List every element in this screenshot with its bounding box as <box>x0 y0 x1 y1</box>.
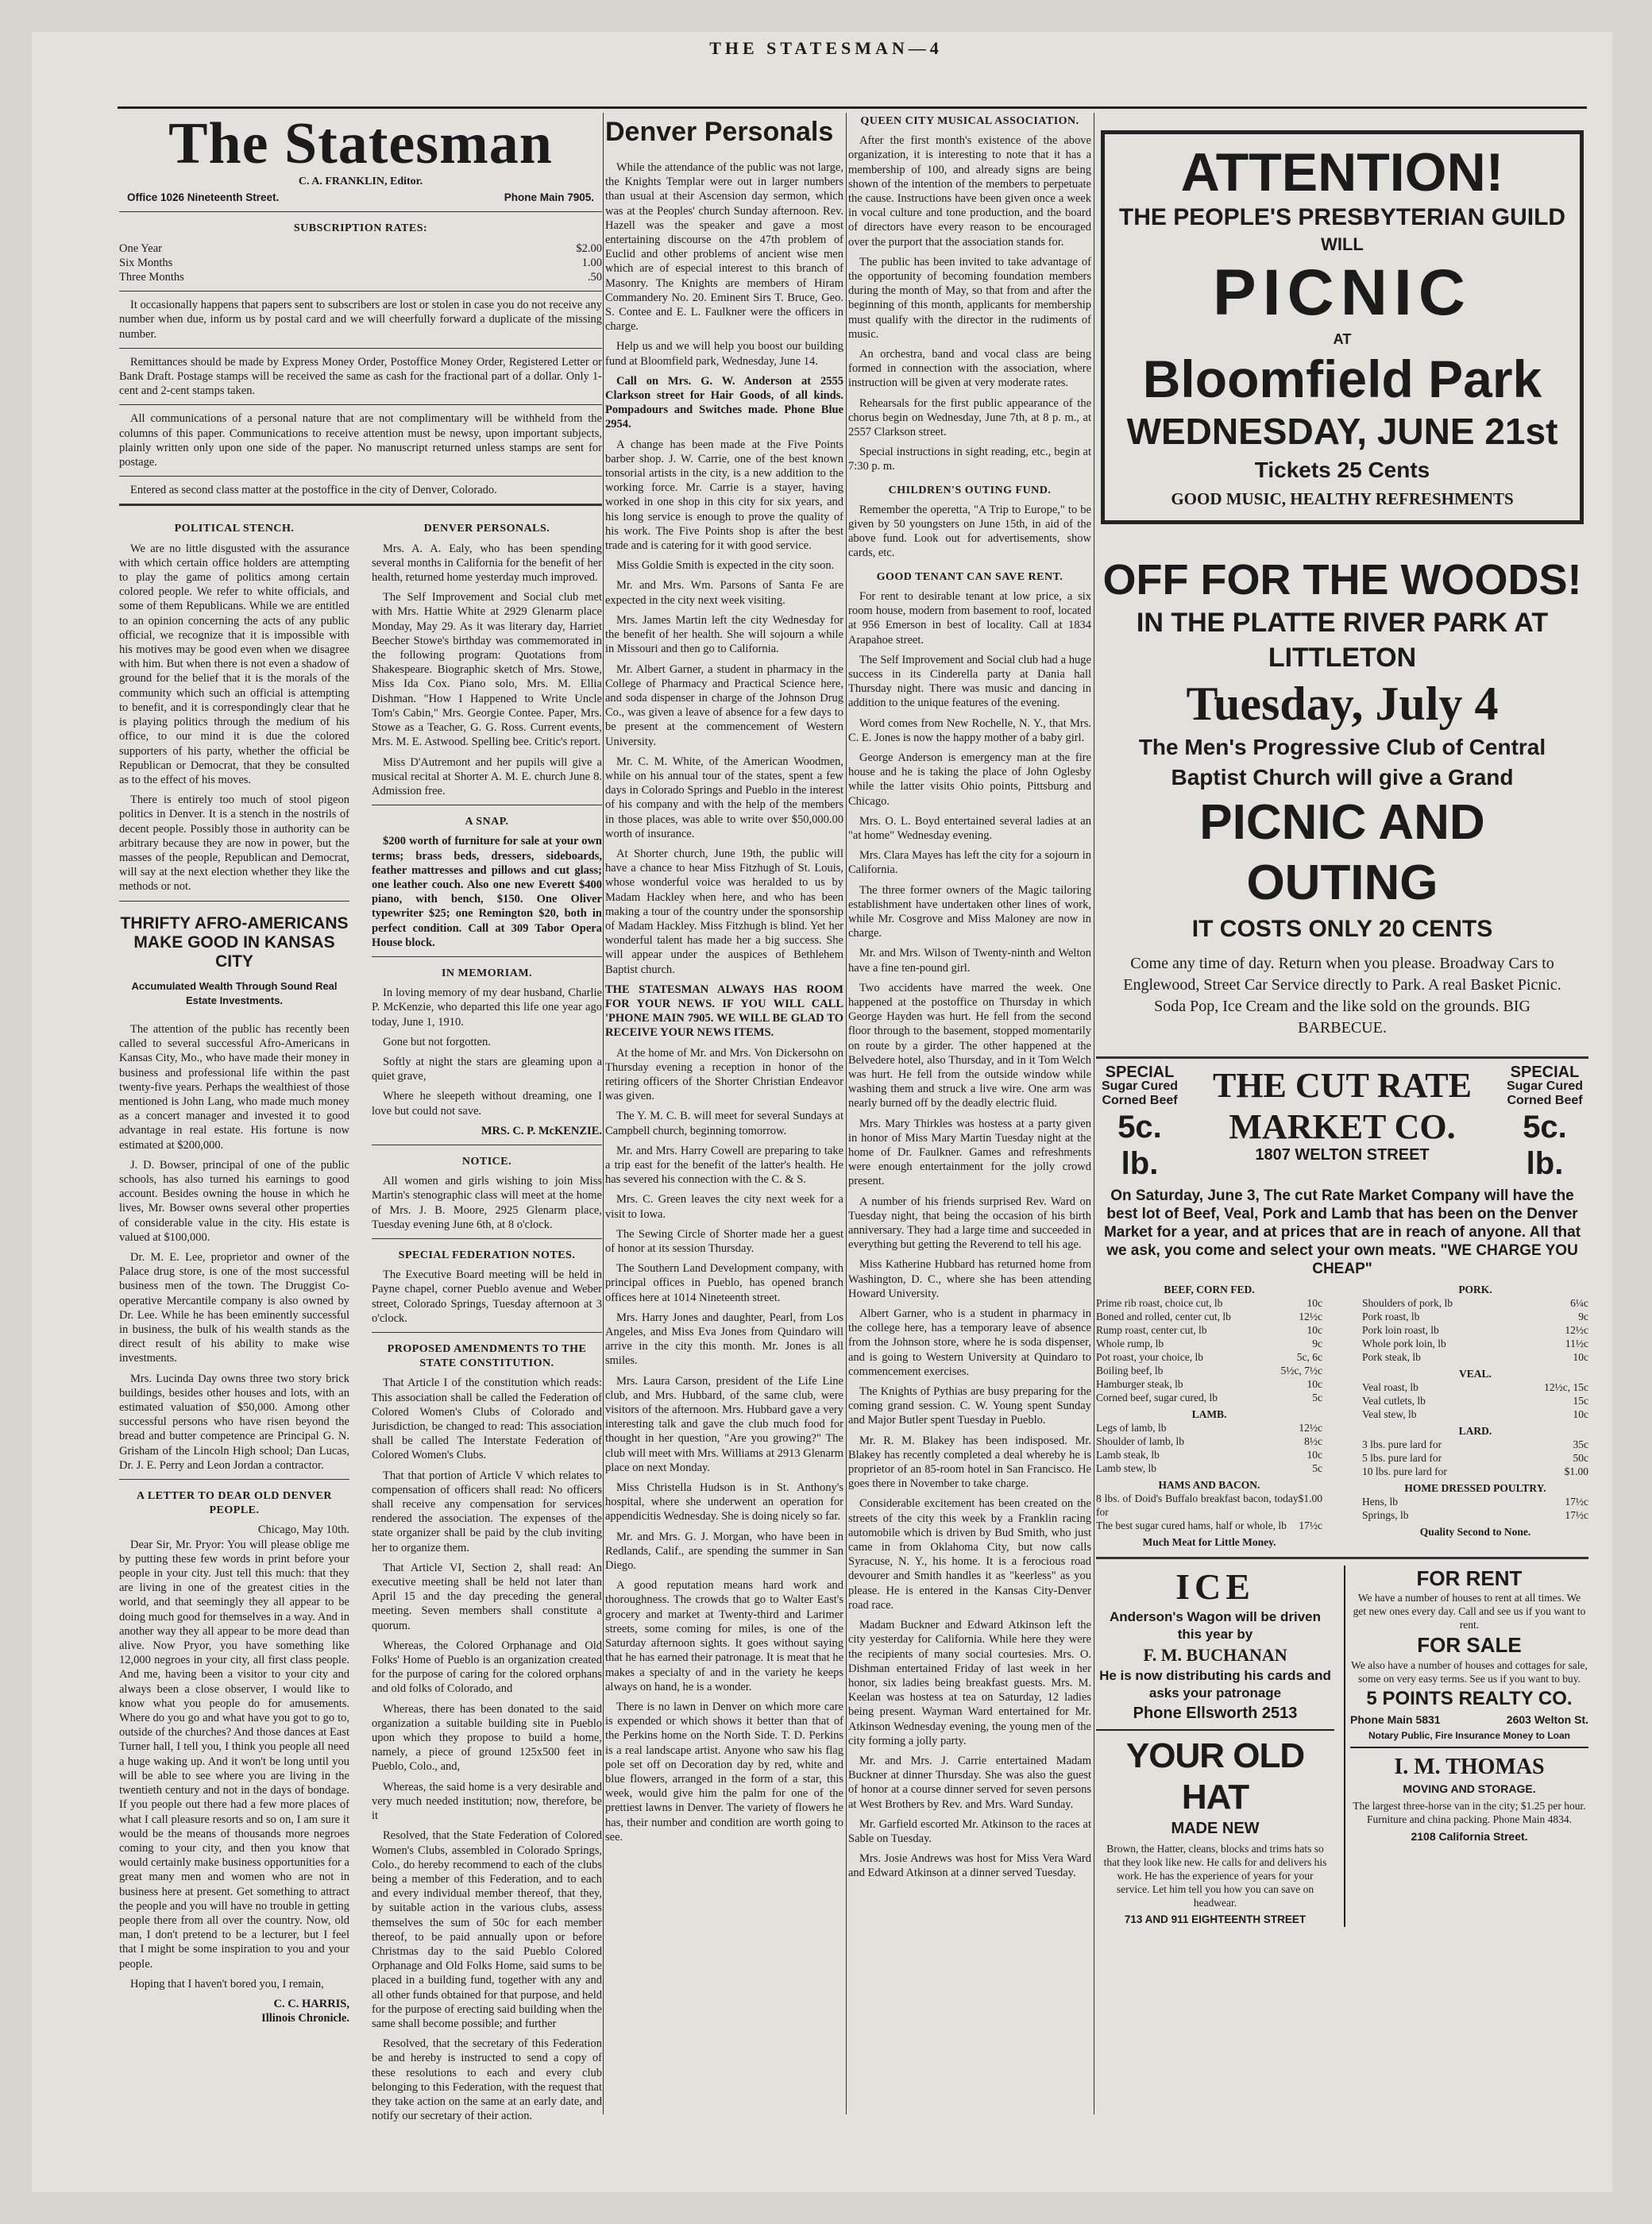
article-paragraph: Miss Christella Hudson is in St. Anthony's hospital, where she underwent an operation for appendicitis Wednesday. She is doing nicely so far. <box>605 1481 843 1523</box>
article-paragraph: George Anderson is emergency man at the fire house and he is taking the place of John Oglesby while the latter visits Ohio points, Pittsburg and Chicago. <box>848 751 1091 808</box>
memoriam-heading: IN MEMORIAM. <box>441 967 533 979</box>
price-row: 5 lbs. pure lard for 50c <box>1362 1451 1588 1464</box>
article-paragraph: Mrs. Laura Carson, president of the Life Line club, and Mrs. Hubbard, of the same club, were visitors of the afternoon. Mrs. Hubbard gave a very interesting talk and gave the club much food for thought in her question, "Are you growing?" The club will meet with Mrs. Williams at 2913 Glenarm place on next Monday. <box>605 1374 843 1474</box>
snap-text: $200 worth of furniture for sale at your own terms; brass beds, dressers, sideboards, feather mattresses and pillows and cut glass; one leather couch. Also one new Everett $400 piano, with bench, $150. One Oliver typewriter $25; one Remington $20, both in perfect condition. Call at 309 Tabor Opera House block. <box>372 835 602 949</box>
article-paragraph: Mr. Garfield escorted Mr. Atkinson to the races at Sable on Tuesday. <box>848 1817 1091 1845</box>
article-paragraph: Mrs. A. A. Ealy, who has been spending several months in California for the benefit of her health, returned home yesterday much improved. <box>372 542 602 585</box>
article-paragraph: Word comes from New Rochelle, N. Y., that Mrs. C. E. Jones is now the happy mother of a baby girl. <box>848 716 1091 744</box>
price-row: 8 lbs. of Doid's Buffalo breakfast bacon, today for $1.00 <box>1096 1492 1322 1518</box>
two-subcolumns <box>119 512 602 2129</box>
article-paragraph: Madam Buckner and Edward Atkinson left the city yesterday for California. While here they were the recipients of many social courtesies. Mrs. O. Dishman entertained Friday of last week in her honor, six ladies being breakfast guests. Mrs. M. Keelan was hostess at tea on Saturday, 12 ladies being present. Wayman Ward entertained for Mr. Atkinson Wednesday evening, the young men of the city forming a jolly party. <box>848 1619 1091 1747</box>
price-row: Prime rib roast, choice cut, lb 10c <box>1096 1296 1322 1309</box>
article-paragraph: Mrs. O. L. Boyd entertained several ladies at an "at home" Wednesday evening. <box>848 814 1091 842</box>
market-special-right: SPECIAL Sugar Cured Corned Beef 5c. lb. <box>1506 1064 1583 1181</box>
article-paragraph: Rehearsals for the first public appearance of the chorus begin on Wednesday, June 7th, at 8 p. m., at 2557 Clarkson street. <box>848 396 1091 439</box>
article-paragraph: Dr. M. E. Lee, proprietor and owner of the Palace drug store, is one of the most successful business men of the town. The Druggist Co-operative Mercantile company is also owned by Dr. Lee. While he has been eminently successful in business, the bulk of his wealth stands as the direct result of his ability to make wise investments. <box>119 1250 349 1365</box>
article-paragraph: At the home of Mr. and Mrs. Von Dickersohn on Thursday evening a reception in honor of the retiring officers of the Shorter Christian Endeavor was given. <box>605 1046 843 1103</box>
article-paragraph: Mr. Albert Garner, a student in pharmacy in the College of Pharmacy and Practical Science here, and soda dispenser in charge of the Johnson Drug Co., was given a leave of absence for a few days to be present at the commencement of Western University. <box>605 662 843 748</box>
ice-line1: Anderson's Wagon will be driven this year by <box>1110 1608 1321 1642</box>
ice-phone: Phone Ellsworth 2513 <box>1133 1704 1298 1722</box>
thrifty-heading: THRIFTY AFRO-AMERICANS MAKE GOOD IN KANSAS CITY <box>120 913 349 971</box>
price-row: Rump roast, center cut, lb 10c <box>1096 1323 1322 1336</box>
article-paragraph: That that portion of Article V which relates to compensation of officers shall read: No officers shall receive any compensation for services rendered the association. The expenses of the state organizer shall be paid by the club inviting her to organize them. <box>372 1469 602 1554</box>
article-paragraph: Mrs. Lucinda Day owns three two story brick buildings, besides other houses and lots, with an estimated valuation of $50,000. Among other successful persons who have risen beyond the bread and butter competence are Principal G. N. Grisham of the Lincoln High school; Dan Lucas, Dr. J. E. Perry and Leon Jordan a contractor. <box>119 1372 349 1472</box>
price-row: Pot roast, your choice, lb 5c, 6c <box>1096 1350 1322 1363</box>
article-paragraph: For rent to desirable tenant at low price, a six room house, modern from basement to roof, located at 956 Emerson in best of locality. Call at 1834 Arapahoe street. <box>848 589 1091 647</box>
article-paragraph: Considerable excitement has been created on the streets of the city this week by a Franklin racing automobile which is driven by Bud Smith, who just came in from Oklahoma City, but now calls Syracuse, N. Y., his home. It is a ferocious road devourer and Smith handles it as "keerless" as you please. He is entered in the Kansas City-Denver road race. <box>848 1497 1091 1612</box>
rule <box>119 476 602 477</box>
woods-ad-park: IN THE PLATTE RIVER PARK AT LITTLETON <box>1136 608 1549 673</box>
notice-text: All women and girls wishing to join Miss Martin's stenographic class will meet at the home of Mrs. J. B. Moore, 2925 Glenarm place, Tuesday evening June 6th, at 8 o'clock. <box>372 1175 602 1231</box>
article-paragraph: The Self Improvement and Social club met with Mrs. Hattie White at 2929 Glenarm place Monday, May 29. As it was literary day, Harriet Beecher Stowe's birthday was commemorated in the following program: Quotations from Shakespeare. Biographic sketch of Mrs. Stowe, Miss Ida Cox. Piano solo, Mrs. M. Ellia Dishman. "How I Happened to Write Uncle Tom's Cabin," Mrs. Georgie Contee. Paper, Mrs. Stowe as a Teacher, G. G. Ross. Current events, Mrs. M. E. Astwood. Spelling bee. Critic's report. <box>372 591 602 749</box>
subcolumn-left <box>119 512 349 2129</box>
woods-ad <box>1101 554 1584 1039</box>
article-paragraph: The Y. M. C. B. will meet for several Sundays at Campbell church, beginning tomorrow. <box>605 1110 843 1137</box>
article-paragraph: Mr. R. M. Blakey has been indisposed. Mr. Blakey has recently completed a deal whereby he is proprietor of an 85-room hotel in San Francisco. He goes there in November to take charge. <box>848 1434 1091 1491</box>
hat-subtitle: MADE NEW <box>1171 1819 1260 1837</box>
price-row: Veal cutlets, lb 15c <box>1362 1394 1588 1407</box>
outing-fund-heading: CHILDREN'S OUTING FUND. <box>888 484 1052 496</box>
rule <box>372 956 602 957</box>
political-stench-heading: POLITICAL STENCH. <box>174 523 295 535</box>
article-paragraph: Mrs. Josie Andrews was host for Miss Vera Ward and Edward Atkinson at a dinner served Tuesday. <box>848 1852 1091 1880</box>
memoriam-signature: MRS. C. P. McKENZIE. <box>481 1124 602 1137</box>
article-paragraph: There is no lawn in Denver on which more care is expended or which shows it better than that of the Perkins home on the North Side. T. D. Perkins is a real landscape artist. Anyone who saw his flag pole set off on Decoration day by red, white and blue flowers, arranged in the form of a star, this week, would give him the palm for one of the prettiest lawns in Denver. The variety of flowers he has, their number and condition are worth going to see. <box>605 1700 843 1844</box>
thrifty-subheading: Accumulated Wealth Through Sound Real Estate Investments. <box>131 979 338 1006</box>
memoriam-line: Gone but not forgotten. <box>383 1035 491 1048</box>
article-paragraph: Mrs. Harry Jones and daughter, Pearl, from Los Angeles, and Miss Eva Jones from Quindaro will arrive in the city this month. Mr. Jones is all smiles. <box>605 1311 843 1368</box>
price-row: Corned beef, sugar cured, lb 5c <box>1096 1391 1322 1404</box>
rule <box>372 1332 602 1333</box>
article-paragraph: While the attendance of the public was not large, the Knights Templar were out in larger numbers than usual at their Ascension day sermon, which was at the Peoples' church Sunday afternoon. Rev. Hazell was the speaker and gave a most entertaining discourse on the 47th problem of Euclid and other problems of ancient wise men which are of especial interest to this branch of Masonry. The Knights are members of Hiram Commandery No. 20. Eminent Sirs T. Bruce, Geo. S. Contee and E. L. Faulkner were the officers in charge. <box>605 161 843 334</box>
memoriam-line: In loving memory of my dear husband, Charlie P. McKenzie, who departed this life one year ago today, June 1, 1910. <box>372 987 602 1029</box>
article-paragraph: That Article I of the constitution which reads: This association shall be called the Federation of Colored Women's Clubs of Colorado and Jurisdiction, be changed to read: This association shall be called The Interstate Federation of Colored Women's Clubs. <box>372 1376 602 1462</box>
picnic-ad-tickets: Tickets 25 Cents <box>1254 458 1430 482</box>
notice-paragraph: Remittances should be made by Express Money Order, Postoffice Money Order, Registered Letter or Bank Draft. Postage stamps will be received the same as cash for the fractional part of a dollar. Only 1-cent and 2-cent stamps taken. <box>119 355 602 398</box>
letter-heading: A LETTER TO DEAR OLD DENVER PEOPLE. <box>137 1490 332 1517</box>
article-paragraph: The attention of the public has recently been called to several successful Afro-Americans in Kansas City, Mo., who have made their money in business and professional life within the past twenty-five years. Perhaps the wealthiest of those mentioned is John Lang, who made much money as a concert manager and invested it to good advantage in real estate. His fortune is now estimated at $200,000. <box>119 1022 349 1152</box>
letter-signature: C. C. HARRIS, <box>273 1997 349 2010</box>
article-paragraph: A change has been made at the Five Points barber shop. J. W. Carrie, one of the best known tonsorial artists in the city, is a new addition to the working force. Mr. Carrie is a stayer, having worked in one shop in this city for six years, and his long service is enough to prove the quality of his work. The Five Points shop is after the best trade and is catering for it with good service. <box>605 438 843 553</box>
price-row: Springs, lb 17½c <box>1362 1508 1588 1521</box>
price-row: Veal roast, lb 12½c, 15c <box>1362 1380 1588 1393</box>
woods-ad-club: The Men's Progressive Club of Central Baptist Church will give a Grand <box>1138 735 1546 790</box>
article-paragraph: We are no little disgusted with the assurance with which certain office holders are attempting to play the game of politics among certain colored people. We refer to white officials, and some of them Republicans. While we are entitled to an opinion concerning the acts of any public official, we recognize that it is impossible with his motives may be good even when we disagree with him. But when there is not even a shadow of ground for the belief that it is the morals of the community which such an official is attempting to benefit, and it is correspondingly clear that he is playing politics through the medium of his office, to our mind it is due the colored supporters of his party, whether the official be Republican or Democrat, that they be consulted as to the effect of his moves. <box>119 542 349 786</box>
article-paragraph: A good reputation means hard work and thoroughness. The crowds that go to Walter East's grocery and market at Twenty-third and Larimer streets, some coming for miles, is one of the Saturday afternoon sights. It goes without saying that he has earned their patronage. It is meat that he makes a specialty of and in the variety he keeps always on hand, he is a wonder. <box>605 1579 843 1693</box>
article-paragraph: The Self Improvement and Social club had a huge success in its Cinderella party at Dania hall Thursday night. There was music and dancing in addition to the unique features of the evening. <box>848 653 1091 710</box>
column-rule <box>603 113 604 2114</box>
article-paragraph: Whereas, the said home is a very desirable and very much needed institution; now, therefore, be it <box>372 1780 602 1823</box>
ice-name: F. M. BUCHANAN <box>1143 1644 1287 1665</box>
price-row: Pork steak, lb 10c <box>1362 1350 1588 1363</box>
hat-title: YOUR OLD HAT <box>1125 1736 1305 1817</box>
market-pitch: On Saturday, June 3, The cut Rate Market Company will have the best lot of Beef, Veal, Pork and Lamb that has been on the Denver Market for a year, and at prices that are in reach of anyone. All that we ask, you come and select your own meats. "WE CHARGE YOU CHEAP" <box>1103 1187 1581 1277</box>
rate-row: Three Months .50 <box>119 271 602 284</box>
federation-text: The Executive Board meeting will be held in Payne chapel, corner Pueblo avenue and Weber street, Colorado Springs, Tuesday afternoon at 3 o'clock. <box>372 1268 602 1325</box>
rent-text: We have a number of houses to rent at all times. We get new ones every day. Call and see us if you want to rent. <box>1353 1591 1586 1631</box>
article-paragraph: Call on Mrs. G. W. Anderson at 2555 Clarkson street for Hair Goods, of all kinds. Pompadours and Switches made. Phone Blue 2954. <box>605 374 843 431</box>
article-paragraph: Special instructions in sight reading, etc., begin at 7:30 p. m. <box>848 446 1091 473</box>
article-paragraph: J. D. Bowser, principal of one of the public schools, has also turned his earnings to good account. Besides owning the house in which he lives, Mr. Bowser owns several other properties of considerable value in the city. His estate is valued at $100,000. <box>119 1158 349 1244</box>
rate-row: Six Months 1.00 <box>119 256 602 269</box>
market-ad-header <box>1096 1065 1588 1182</box>
realty-extra: Notary Public, Fire Insurance Money to Loan <box>1368 1729 1571 1741</box>
rule <box>119 901 349 902</box>
realty-and-thomas-ads <box>1344 1566 1588 1927</box>
market-left-list: BEEF, CORN FED. Prime rib roast, choice cut, lb 10c Boned and rolled, center cut, lb 12½c Rump roast, center cut, lb 10c Whole rump, lb 9c Pot roast, your choice, lb 5c, 6c Boiling beef, lb 5½c, 7½c Hamburger steak, lb 10c Corned beef, sugar cured, lb 5c LAMB. Legs of lamb, lb 12½c Shoulder of lamb, lb 8½c Lamb steak, lb 10c Lamb stew, lb 5c HAMS AND BACON. 8 lbs. of Doid's Buffalo breakfast bacon, today for $1.00 The best sugar cured hams, half or whole, lb 17½c Much Meat for Little Money. <box>1096 1283 1322 1548</box>
price-row: Hamburger steak, lb 10c <box>1096 1377 1322 1390</box>
article-paragraph: Albert Garner, who is a student in pharmacy in the college here, has a temporary leave of absence from the Johnson store, where he is soda dispenser, and is going to Western University at Quindaro to commencement exercises. <box>848 1307 1091 1378</box>
snap-heading: A SNAP. <box>465 816 509 828</box>
article-paragraph: Mr. and Mrs. Wilson of Twenty-ninth and Welton have a fine ten-pound girl. <box>848 947 1091 975</box>
federation-heading: SPECIAL FEDERATION NOTES. <box>398 1249 576 1261</box>
market-name-block <box>1183 1065 1501 1162</box>
thomas-address: 2108 California Street. <box>1411 1830 1528 1844</box>
article-paragraph: The Sewing Circle of Shorter made her a guest of honor at its session Thursday. <box>605 1227 843 1256</box>
price-row: Lamb steak, lb 10c <box>1096 1448 1322 1461</box>
sale-title: FOR SALE <box>1417 1632 1522 1657</box>
memoriam-line: Where he sleepeth without dreaming, one I love but could not save. <box>372 1090 602 1118</box>
queen-city-column <box>848 113 1091 2114</box>
denver-personals-small-heading: DENVER PERSONALS. <box>423 523 550 535</box>
masthead-office-line <box>127 191 594 205</box>
picnic-ad <box>1101 130 1584 524</box>
rule <box>1096 1557 1588 1559</box>
price-row: Shoulders of pork, lb 6¼c <box>1362 1296 1588 1309</box>
realty-address: 2603 Welton St. <box>1506 1712 1588 1726</box>
article-paragraph: Miss Goldie Smith is expected in the city soon. <box>616 559 835 573</box>
article-paragraph: Resolved, that the State Federation of Colored Women's Clubs, assembled in Colorado Springs, Colo., do hereby recommend to each of the clubs being a member of this Federation, and to each and every individual member thereof, that they, by suitable action in the various clubs, assess themselves the sum of 50c for each member thereof, to be paid annually upon or before Christmas day to the said Pueblo Colored Orphanage and Old Folks Home, said sums to be placed in a building fund, together with any and all other funds obtained for that purpose, and held for the purpose of erecting said building when the same shall become possible; and further <box>372 1829 602 2030</box>
tenant-heading: GOOD TENANT CAN SAVE RENT. <box>876 570 1063 583</box>
market-right-list: PORK. Shoulders of pork, lb 6¼c Pork roast, lb 9c Pork loin roast, lb 12½c Whole pork loin, lb 11½c Pork steak, lb 10c VEAL. Veal roast, lb 12½c, 15c Veal cutlets, lb 15c Veal stew, lb 10c LARD. 3 lbs. pure lard for 35c 5 lbs. pure lard for 50c 10 lbs. pure lard for $1.00 HOME DRESSED POULTRY. Hens, lb 17½c Springs, lb 17½c Quality Second to None. <box>1362 1283 1588 1538</box>
price-row: Hens, lb 17½c <box>1362 1495 1588 1508</box>
ads-column <box>1096 113 1588 2114</box>
article-paragraph: Mr. and Mrs. Harry Cowell are preparing to take a trip east for the benefit of the latter's health. He has severed his connection with the C. & S. <box>605 1144 843 1187</box>
notice-paragraph: It occasionally happens that papers sent to subscribers are lost or stolen in case you do not receive any number when due, inform us by postal card and we will cheerfully forward a duplicate of the missing number. <box>119 299 602 341</box>
memoriam-line: Softly at night the stars are gleaming upon a quiet grave, <box>372 1055 602 1083</box>
notice-paragraph: All communications of a personal nature that are not complimentary will be withheld from the columns of this paper. Communications to receive attention must be newsy, upon important subjects, plainly written only upon one side of the paper. No manuscript returned unless stamps are sent for postage. <box>119 412 602 469</box>
article-paragraph: That Article VI, Section 2, shall read: An executive meeting shall be held not later than April 15 and the day preceding the general meeting. Seven members shall constitute a quorum. <box>372 1561 602 1632</box>
letter-dateline: Chicago, May 10th. <box>257 1523 349 1537</box>
market-price-lists <box>1096 1283 1588 1549</box>
article-paragraph: Mr. and Mrs. Wm. Parsons of Santa Fe are expected in the city next week visiting. <box>605 579 843 607</box>
left-section <box>119 111 602 2123</box>
picnic-ad-at: AT <box>1333 331 1352 347</box>
price-row: Shoulder of lamb, lb 8½c <box>1096 1434 1322 1447</box>
woods-ad-date: Tuesday, July 4 <box>1186 678 1499 730</box>
article-paragraph: The Southern Land Development company, with principal offices in Pueblo, has opened branch offices here at 1014 Nineteenth street. <box>605 1262 843 1304</box>
woods-ad-outing: PICNIC AND OUTING <box>1199 795 1485 910</box>
price-row: Boiling beef, lb 5½c, 7½c <box>1096 1364 1322 1376</box>
sale-text: We also have a number of houses and cottages for sale, some on very easy terms. See us if you want to buy. <box>1351 1658 1588 1685</box>
rate-row: One Year $2.00 <box>119 241 602 255</box>
article-paragraph: The three former owners of the Magic tailoring establishment have undertaken other lines of work, while Mr. Cosgrove and Miss Maloney are now in charge. <box>848 883 1091 940</box>
queen-city-heading: QUEEN CITY MUSICAL ASSOCIATION. <box>860 115 1079 127</box>
subscription-heading: SUBSCRIPTION RATES: <box>293 222 428 235</box>
price-row: Boned and rolled, center cut, lb 12½c <box>1096 1310 1322 1322</box>
article-paragraph: Miss Katherine Hubbard has returned home from Washington, D. C., where she has been attending Howard University. <box>848 1258 1091 1300</box>
article-paragraph: The public has been invited to take advantage of the opportunity of becoming foundation members during the month of May, so that from and after the beginning of this month, applicants for membership must qualify with the director in the rudiments of music. <box>848 255 1091 341</box>
market-address: 1807 WELTON STREET <box>1255 1146 1430 1164</box>
article-paragraph: Mrs. Clara Mayes has left the city for a sojourn in California. <box>848 849 1091 877</box>
ice-title: ICE <box>1175 1566 1255 1607</box>
market-name: THE CUT RATE MARKET CO. <box>1212 1066 1472 1146</box>
ice-and-hat-ads <box>1096 1566 1334 1927</box>
article-paragraph: Whereas, the Colored Orphanage and Old Folks' Home of Pueblo is an organization created for the purpose of caring for the colored orphans and old folks of Colorado, and <box>372 1639 602 1696</box>
hat-text: Brown, the Hatter, cleans, blocks and trims hats so that they look like new. He calls for and delivers his work. He has the experience of years for your service. Let him tell you how you can save on headwear. <box>1103 1842 1327 1909</box>
rule <box>119 211 602 212</box>
rule <box>1096 1056 1588 1059</box>
article-paragraph: Mr. C. M. White, of the American Woodmen, while on his annual tour of the states, spent a few days in Colorado Springs and Pueblo in the interest of his company and with the help of the members in those places, was able to write over $50,000.00 worth of insurance. <box>605 755 843 840</box>
woods-ad-details: Come any time of day. Return when you please. Broadway Cars to Englewood, Street Car Service directly to Park. A real Basket Picnic. Soda Pop, Ice Cream and the like sold on the grounds. BIG BARBECUE. <box>1123 955 1561 1037</box>
denver-personals-column <box>605 113 843 2114</box>
thomas-text: The largest three-horse van in the city; $1.25 per hour. Furniture and china packing. Phone Main 4834. <box>1353 1800 1586 1826</box>
thomas-service: MOVING AND STORAGE. <box>1403 1782 1536 1795</box>
statesman-news-notice: THE STATESMAN ALWAYS HAS ROOM FOR YOUR NEWS. IF YOU WILL CALL 'PHONE MAIN 7905. WE WILL BE GLAD TO RECEIVE YOUR NEWS ITEMS. <box>605 983 843 1040</box>
picnic-ad-date: WEDNESDAY, JUNE 21st <box>1126 411 1558 452</box>
market-special-left: SPECIAL Sugar Cured Corned Beef 5c. lb. <box>1101 1064 1178 1181</box>
price-row: 3 lbs. pure lard for 35c <box>1362 1438 1588 1450</box>
price-row: 10 lbs. pure lard for $1.00 <box>1362 1465 1588 1477</box>
subscription-rates <box>119 241 602 285</box>
article-paragraph: The Knights of Pythias are busy preparing for the coming grand session. C. W. Young spent Sunday and Major Butler spent Tuesday in Pueblo. <box>848 1385 1091 1427</box>
top-rule <box>118 106 1587 109</box>
price-row: Veal stew, lb 10c <box>1362 1407 1588 1420</box>
rent-title: FOR RENT <box>1416 1566 1523 1590</box>
rule <box>119 504 602 506</box>
article-paragraph: An orchestra, band and vocal class are being formed in connection with the association, where instruction will be given at very moderate rates. <box>848 348 1091 390</box>
running-head: THE STATESMAN—4 <box>709 38 943 58</box>
article-paragraph: Mrs. Mary Thirkles was hostess at a party given in honor of Miss Mary Martin Tuesday night at the home of Dr. Faulkner. Games and refreshments were enough entertainment for the jolly crowd present. <box>848 1117 1091 1188</box>
article-paragraph: After the first month's existence of the above organization, it is interesting to note that it has a membership of 100, and already signs are being shown of the intention of the members to perpetuate the cause. Instructions have been given once a week in vocal culture and tone production, and the board of directors have every reason to be encouraged over the purport that the association stands for. <box>848 134 1091 249</box>
article-paragraph: Mr. and Mrs. G. J. Morgan, who have been in Redlands, Calif., are spending the summer in San Diego. <box>605 1530 843 1573</box>
picnic-ad-attention: ATTENTION! <box>1180 142 1504 203</box>
price-row: Pork roast, lb 9c <box>1362 1310 1588 1322</box>
masthead-phone: Phone Main 7905. <box>504 191 594 204</box>
notice-heading: NOTICE. <box>461 1155 512 1168</box>
picnic-ad-guild: THE PEOPLE'S PRESBYTERIAN GUILD <box>1118 204 1566 230</box>
article-paragraph: Resolved, that the secretary of this Federation be and hereby is instructed to send a copy of these resolutions to each and every club belonging to this Federation, with the request that they take action on the same at an early date, and notify our secretary of their action. <box>372 2037 602 2123</box>
picnic-ad-extras: GOOD MUSIC, HEALTHY REFRESHMENTS <box>1171 489 1514 508</box>
article-paragraph: There is entirely too much of stool pigeon politics in Denver. It is a stench in the nostrils of decent people. Possibly those in authority can be arbitrary because they are now in power, but the masses of the people, Republican and Democrat, will say at the next election whether they like the methods or not. <box>119 793 349 894</box>
subcolumn-right <box>372 512 602 2129</box>
hat-address: 713 AND 911 EIGHTEENTH STREET <box>1124 1913 1307 1925</box>
picnic-ad-park: Bloomfield Park <box>1142 349 1542 408</box>
amendments-heading: PROPOSED AMENDMENTS TO THE STATE CONSTITUTION. <box>387 1343 587 1370</box>
price-row: Whole rump, lb 9c <box>1096 1337 1322 1349</box>
rule <box>372 1238 602 1239</box>
picnic-ad-will: WILL <box>1321 234 1364 254</box>
woods-ad-headline: OFF FOR THE WOODS! <box>1102 556 1582 604</box>
masthead-title: The Statesman <box>168 111 553 176</box>
rule <box>119 1479 349 1480</box>
article-paragraph: Mr. and Mrs. J. Carrie entertained Madam Buckner at dinner Thursday. She was also the guest of honor at a course dinner served for seven persons at West Brothers by Rev. and Mrs. Ward Sunday. <box>848 1754 1091 1811</box>
article-paragraph: Mrs. James Martin left the city Wednesday for the benefit of her health. She will sojourn a while in Missouri and then go to California. <box>605 613 843 656</box>
rule <box>119 404 602 405</box>
column-rule <box>846 113 847 2114</box>
article-paragraph: Dear Sir, Mr. Pryor: You will please oblige me by putting these few words in print before your people in your city. Just tell this much: that they are living in one of the greatest cities in the world, and that seemingly they all appear to be doing much good for themselves in a way. And in another way they all appear to be more dead than alive. Now Pryor, you have something like 12,000 negroes in your city, all first class people. And me, having been a visitor to your city and always been a close observer, I would like to know what you people do for amusements. Where do you go and what have you got to go to, outside of the churches? And those dances at East Turner hall, I tell you, I think you people all need a huge waking up. And it won't be long until you will be able to see where you are living in the twentieth century and not in the days of bondage. If you people out there had a few more places of what I call pleasure resorts and so on, I am sure it would be the means of thousands more negroes coming to your city, and then you know that would certainly make business opportunities for a great many men and women who are not in business here at present. Get something to attract the people and you will have no trouble in getting people there from all over the country. Now, old man, I don't pretend to be a lecturer, but I feel that I might be some inspiration to you and your people. <box>119 1538 349 1971</box>
market-ad <box>1096 1065 1588 1549</box>
letter-affiliation: Illinois Chronicle. <box>261 2012 349 2025</box>
realty-contact <box>1350 1712 1588 1727</box>
realty-company: 5 POINTS REALTY CO. <box>1366 1687 1573 1709</box>
price-row: Whole pork loin, lb 11½c <box>1362 1337 1588 1349</box>
bottom-ads <box>1096 1566 1588 1927</box>
article-paragraph: Miss D'Autremont and her pupils will give a musical recital at Shorter A. M. E. church June 8. Admission free. <box>372 755 602 797</box>
realty-phone: Phone Main 5831 <box>1350 1712 1441 1726</box>
article-paragraph: Mrs. C. Green leaves the city next week for a visit to Iowa. <box>605 1193 843 1221</box>
woods-ad-cost: IT COSTS ONLY 20 CENTS <box>1191 916 1493 942</box>
article-paragraph: Help us and we will help you boost our building fund at Bloomfield park, Wednesday, June 14. <box>605 340 843 368</box>
price-row: Lamb stew, lb 5c <box>1096 1461 1322 1474</box>
price-row: Pork loin roast, lb 12½c <box>1362 1323 1588 1336</box>
picnic-ad-picnic: PICNIC <box>1213 257 1472 329</box>
article-paragraph: Whereas, there has been donated to the said organization a suitable building site in Pueblo upon which they propose to build a home, namely, a piece of ground 125x500 feet in Pueblo, Colo., and, <box>372 1702 602 1774</box>
ice-line2: He is now distributing his cards and asks your patronage <box>1099 1667 1331 1701</box>
denver-personals-heading: Denver Personals <box>605 117 834 147</box>
thomas-name: I. M. THOMAS <box>1394 1754 1545 1779</box>
price-row: Legs of lamb, lb 12½c <box>1096 1421 1322 1434</box>
article-paragraph: Remember the operetta, "A Trip to Europe," to be given by 50 youngsters on June 15th, in aid of the above fund. Look out for advertisements, show cards, etc. <box>848 503 1091 560</box>
masthead-editor: C. A. FRANKLIN, Editor. <box>298 176 423 187</box>
article-paragraph: A number of his friends surprised Rev. Ward on Tuesday night, that being the occasion of his birth anniversary. They had a large time and succeeded in everything but getting the Reverend to tell his age. <box>848 1195 1091 1252</box>
article-paragraph: Hoping that I haven't bored you, I remain, <box>130 1977 324 1990</box>
rule <box>119 291 602 292</box>
notice-paragraph: Entered as second class matter at the postoffice in the city of Denver, Colorado. <box>130 484 497 497</box>
rule <box>119 348 602 349</box>
article-paragraph: Two accidents have marred the week. One happened at the postoffice on Thursday in which George Hayden was hurt. He fell from the second floor through to the basement, stopped momentarily on route by a girder. The other happened at the Belvedere hotel, also Thursday, and in it Tom Welch was hurt. He fell from the outside window while washing them and struck a live wire. One arm was nearly burned off by the deadly electric fluid. <box>848 981 1091 1110</box>
price-row: The best sugar cured hams, half or whole, lb 17½c <box>1096 1519 1322 1531</box>
article-paragraph: At Shorter church, June 19th, the public will have a chance to hear Miss Fitzhugh of St. Louis, whose wonderful voice was heralded to us by Madam Hackley when here, and who has been making a tour of the country under the sponsorship of Madam Hackley. Miss Fitzhugh is blind. Yet her wonderful talent has made her a big success. She will appear under the auspices of Bethlehem Baptist church. <box>605 847 843 976</box>
masthead-office: Office 1026 Nineteenth Street. <box>127 191 280 204</box>
